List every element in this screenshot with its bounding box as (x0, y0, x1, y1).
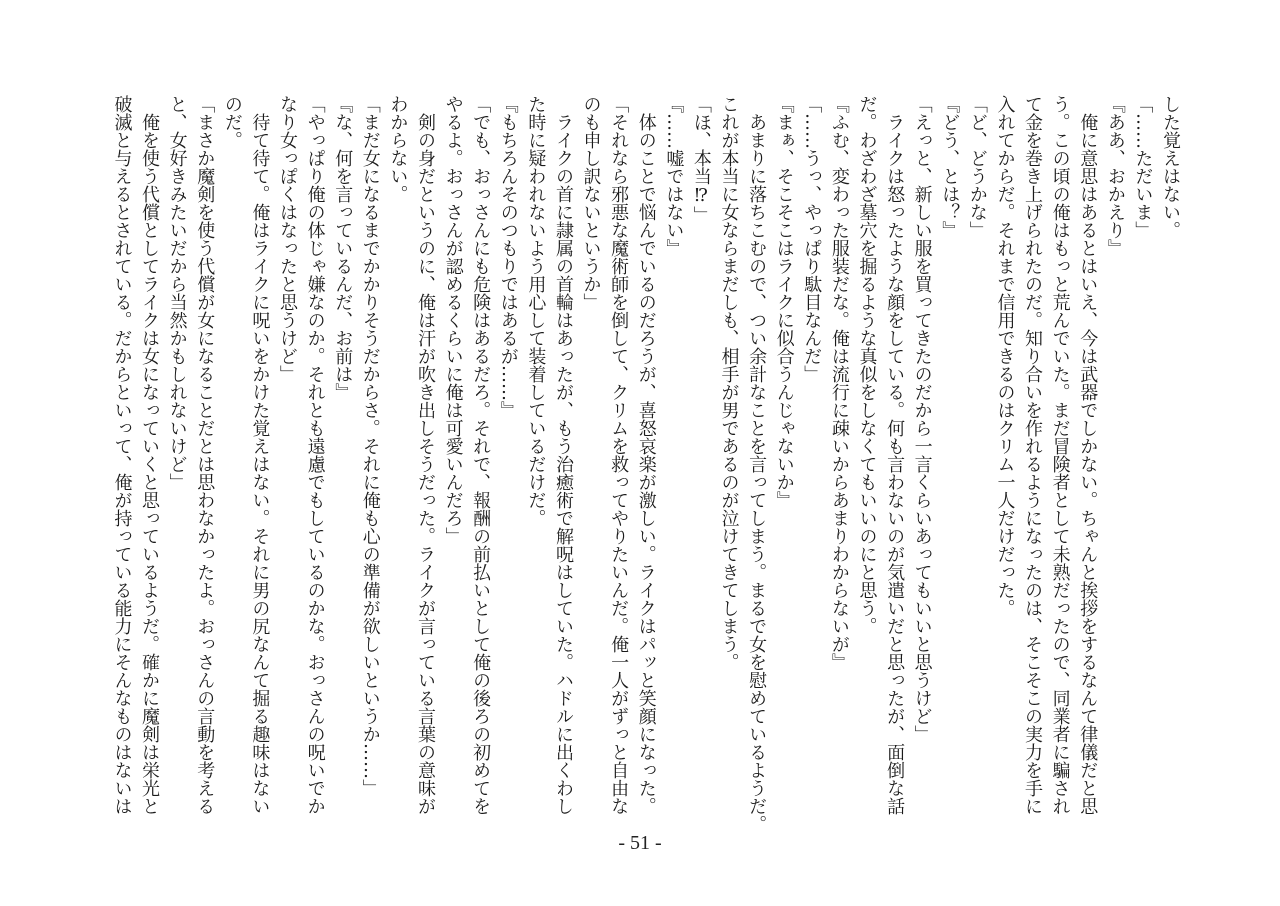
text-line: 「まさか魔剣を使う代償が女になることだとは思わなかったよ。おっさんの言動を考える (194, 95, 216, 815)
text-line: やるよ。おっさんが認めるくらいに俺は可愛いんだろ」 (442, 95, 464, 545)
text-line: あまりに落ちこむので、つい余計なことを言ってしまう。まるで女を慰めているようだ。 (746, 95, 768, 833)
text-line: 待て待て。俺はライクに呪いをかけた覚えはない。それに男の尻なんて掘る趣味はない (249, 95, 271, 815)
text-line: のだ。 (221, 95, 243, 149)
text-line: 『な、何を言っているんだ、お前は』 (332, 95, 354, 401)
text-line: 俺に意思はあるとはいえ、今は武器でしかない。ちゃんと挨拶をするなんて律儀だと思 (1077, 95, 1099, 815)
vertical-text-body (104, 95, 1184, 833)
text-line: 剣の身だというのに、俺は汗が吹き出しそうだった。ライクが言っている言葉の意味が (414, 95, 436, 815)
text-line: 『ふむ、変わった服装だな。俺は流行に疎いからあまりわからないが』 (828, 95, 850, 671)
text-line: う。この頃の俺はもっと荒んでいた。まだ冒険者として未熟だったので、同業者に騙され (1049, 95, 1071, 815)
text-line: わからない。 (387, 95, 409, 203)
text-line: 『まぁ、そこそこはライクに似合うんじゃないか』 (773, 95, 795, 509)
text-line: 『もちろんそのつもりではあるが……』 (497, 95, 519, 419)
text-line: だ。わざわざ墓穴を掘るような真似をしなくてもいいのにと思う。 (856, 95, 878, 635)
text-line: た時に疑われないよう用心して装着しているだけだ。 (525, 95, 547, 527)
text-line: 体のことで悩んでいるのだろうが、喜怒哀楽が激しい。ライクはパッと笑顔になった。 (635, 95, 657, 815)
text-line: 俺を使う代償としてライクは女になっていくと思っているようだ。確かに魔剣は栄光と (139, 95, 161, 815)
text-line: 「でも、おっさんにも危険はあるだろ。それで、報酬の前払いとして俺の後ろの初めてを (470, 95, 492, 815)
text-line: 「まだ女になるまでかかりそうだからさ。それに俺も心の準備が欲しいというか……」 (359, 95, 381, 797)
text-line: ライクは怒ったような顔をしている。何も言わないのが気遣いだと思ったが、面倒な話 (884, 95, 906, 815)
text-line: なり女っぽくはなったと思うけど」 (277, 95, 298, 383)
text-line: 「……ただいま」 (1132, 95, 1154, 239)
text-line: 入れてからだ。それまで信用できるのはクリム一人だけだった。 (994, 95, 1016, 617)
text-line: と、女好きみたいだから当然かもしれないけど」 (166, 95, 188, 491)
text-line: した覚えはない。 (1160, 95, 1181, 239)
text-line: 「やっぱり俺の体じゃ嫌なのか。それとも遠慮でもしているのかな。おっさんの呪いでか (304, 95, 326, 815)
text-line: 「それなら邪悪な魔術師を倒して、クリムを救ってやりたいんだ。俺一人がずっと自由な (608, 95, 630, 815)
text-line: 『ああ、おかえり』 (1104, 95, 1126, 257)
text-line: 『……嘘ではない』 (663, 95, 685, 257)
text-line: 「ほ、本当⁉」 (690, 95, 712, 224)
text-line: 『どう、とは？』 (939, 95, 961, 239)
text-line: ライクの首に隷属の首輪はあったが、もう治癒術で解呪はしていた。ハドルに出くわし (552, 95, 574, 815)
page-number: - 51 - (618, 832, 662, 854)
text-line: 破滅と与えるとされている。だからといって、俺が持っている能力にそんなものはないは (111, 95, 133, 815)
text-line: 「……うっ、やっぱり駄目なんだ」 (801, 95, 823, 383)
text-line: て金を巻き上げられたのだ。知り合いを作れるようになったのは、そこそこの実力を手に (1022, 95, 1044, 815)
text-line: のも申し訳ないというか」 (580, 95, 602, 311)
text-line: 「ど、どうかな」 (966, 95, 988, 239)
text-line: 「えっと、新しい服を買ってきたのだから一言くらいあってもいいと思うけど」 (911, 95, 933, 743)
text-line: これが本当に女ならまだしも、相手が男であるのが泣けてきてしまう。 (718, 95, 740, 671)
